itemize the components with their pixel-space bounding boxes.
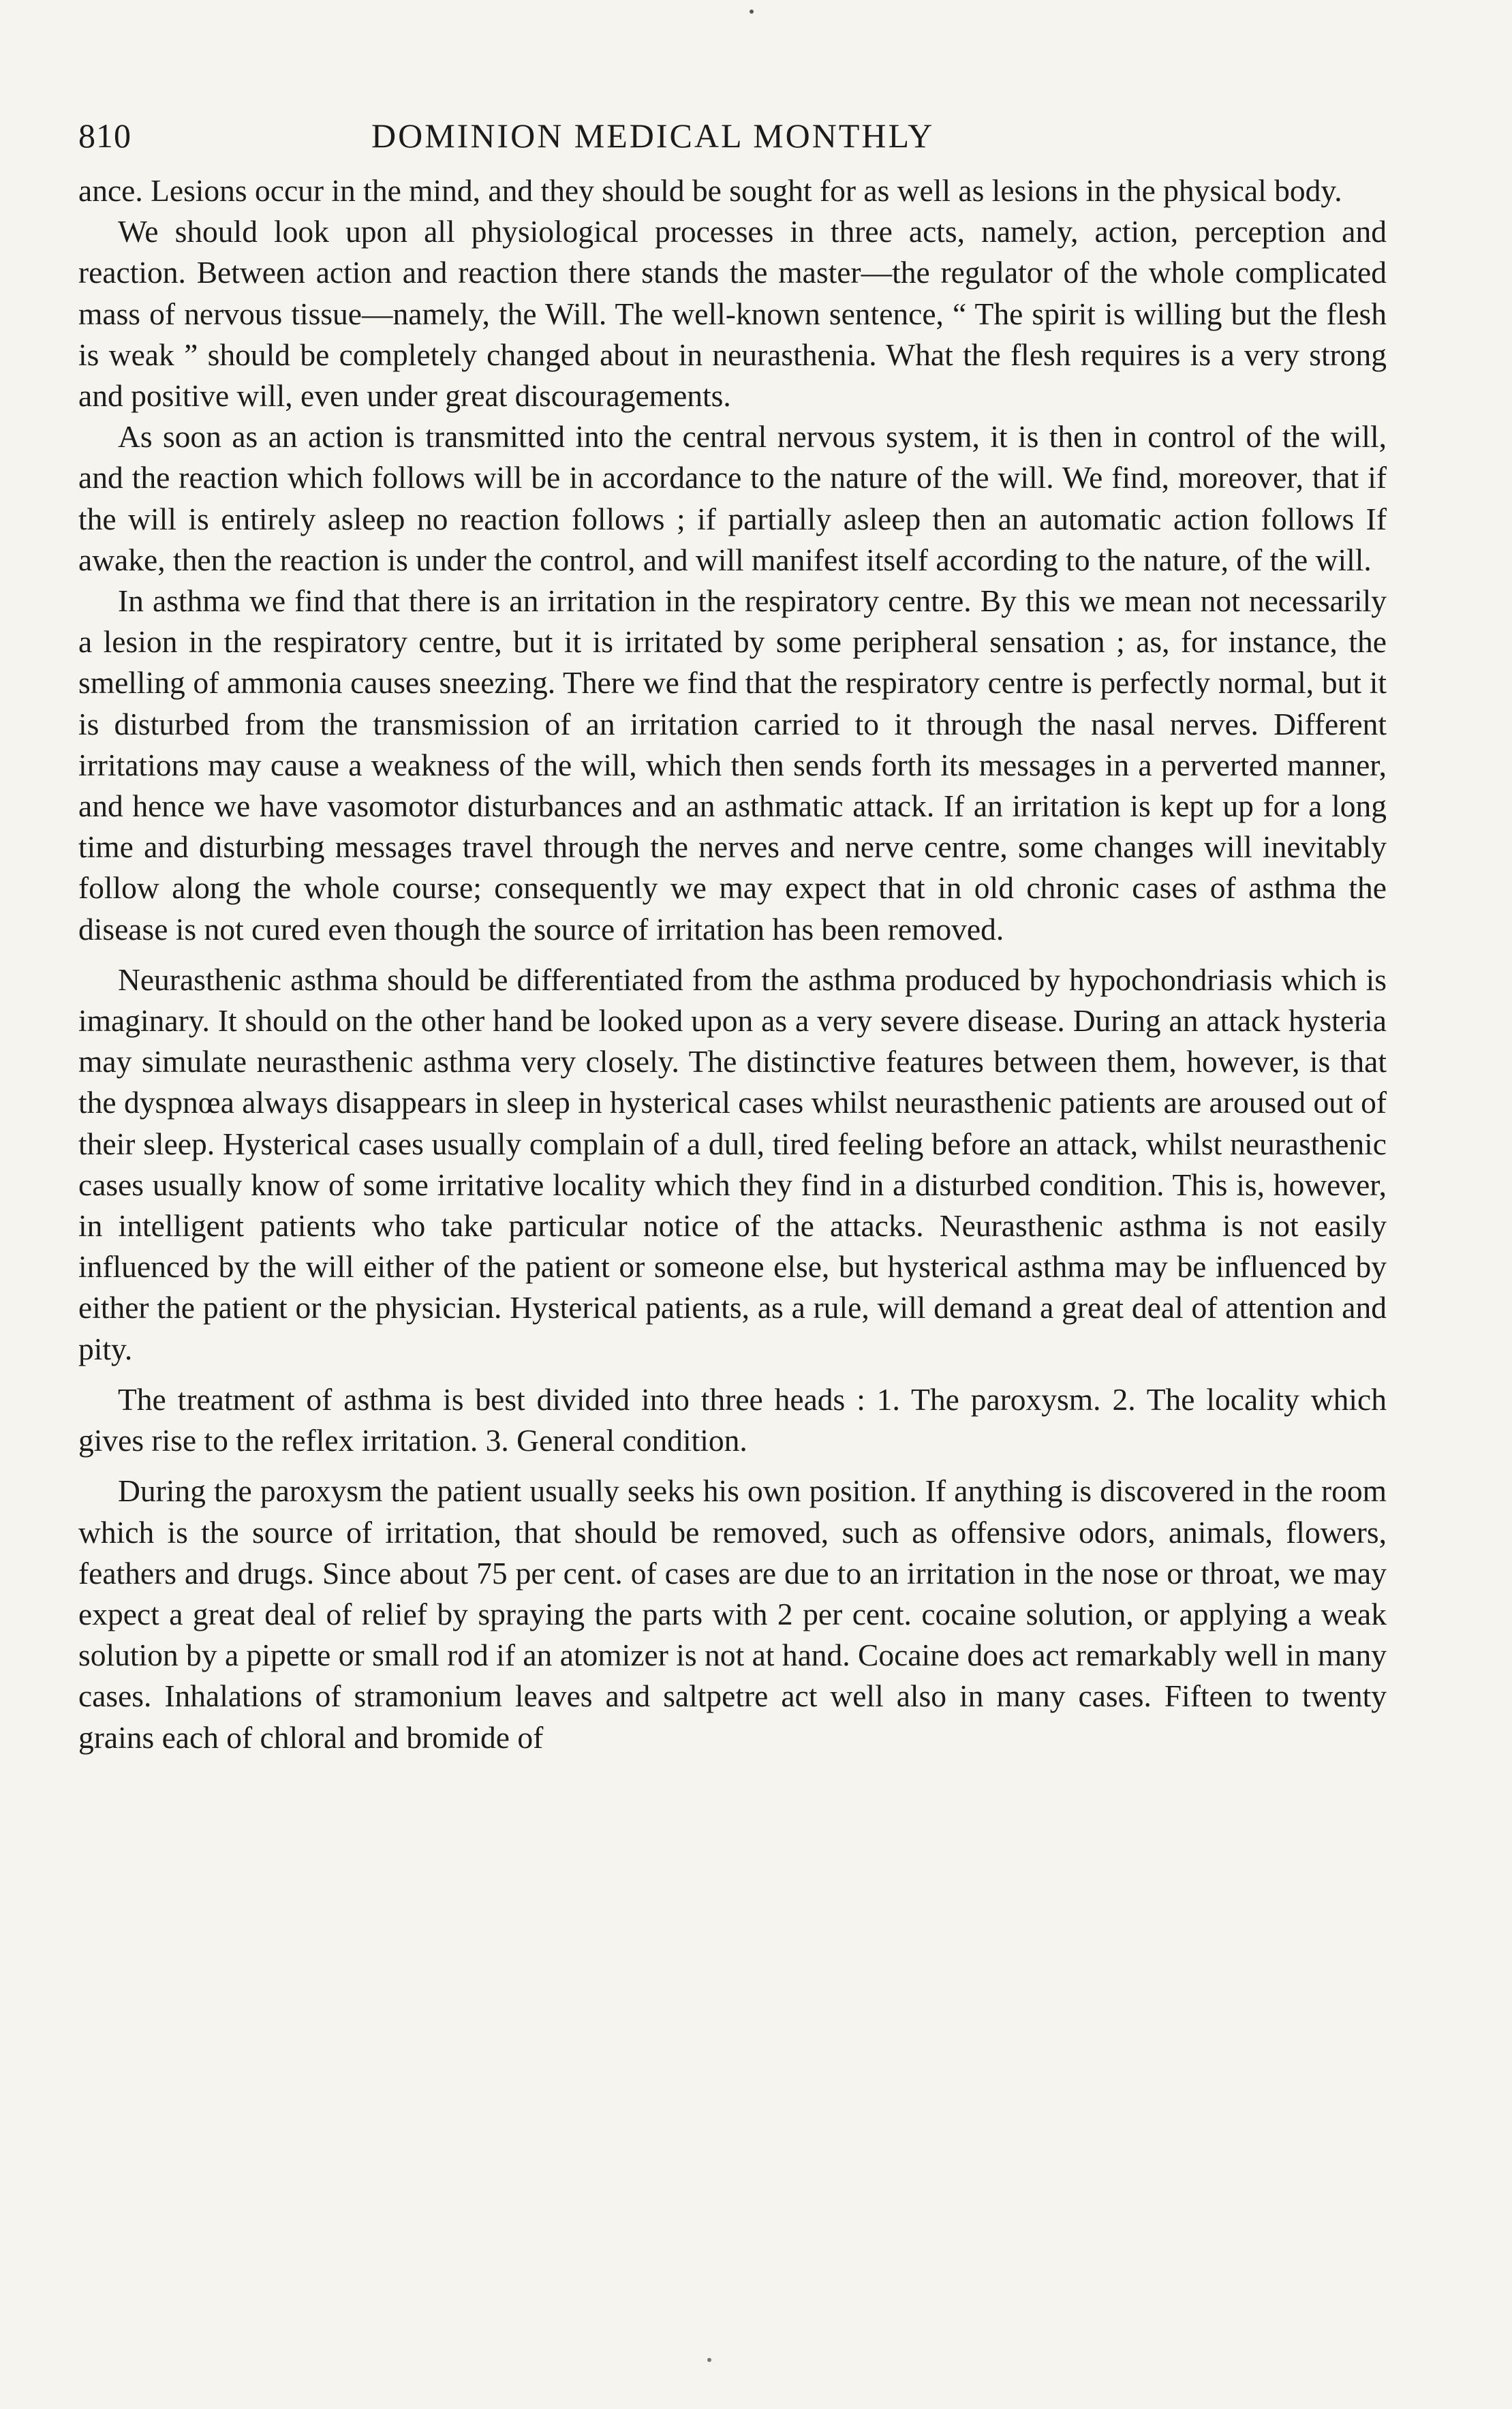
paragraph: The treatment of asthma is best divided into three heads : 1. The paroxysm. 2. The locality which gives rise to the reflex irritation. 3. General condition.: [78, 1381, 1387, 1458]
print-speck: [707, 2358, 711, 2362]
running-header: [78, 116, 1387, 170]
paragraph: In asthma we find that there is an irritation in the respiratory centre. By this we mean not necessarily a lesion in the respiratory centre, but it is irritated by some peripheral sensation ; as, for instance, the smelling of ammonia causes sneezing. There we find that the respiratory centre is perfectly normal, but it is disturbed from the transmission of an irritation carried to it through the nasal nerves. Different irritations may cause a weakness of the will, which then sends forth its messages in a perverted manner, and hence we have vasomotor disturbances and an asthmatic attack. If an irritation is kept up for a long time and disturbing messages travel through the nerves and nerve centre, some changes will inevitably follow along the whole course; consequently we may expect that in old chronic cases of asthma the disease is not cured even though the source of irritation has been removed.: [78, 583, 1387, 947]
paragraph: As soon as an action is transmitted into the central nervous system, it is then in control of the will, and the reaction which follows will be in accordance to the nature of the will. We find, moreover, that if the will is entirely asleep no reaction follows ; if partially asleep then an automatic action follows If awake, then the reaction is under the control, and will manifest itself according to the nature, of the will.: [78, 419, 1387, 577]
article-body: [78, 170, 1387, 1758]
paragraph: ance. Lesions occur in the mind, and they should be sought for as well as lesions in the physical body.: [78, 173, 1342, 208]
paragraph: During the paroxysm the patient usually seeks his own position. If anything is discovered in the room which is the source of irritation, that should be removed, such as offensive odors, animals, flowers, feathers and drugs. Since about 75 per cent. of cases are due to an irritation in the nose or throat, we may expect a great deal of relief by spraying the parts with 2 per cent. cocaine solution, or applying a weak solution by a pipette or small rod if an atomizer is not at hand. Cocaine does act remarkably well in many cases. Inhalations of stramonium leaves and saltpetre act well also in many cases. Fifteen to twenty grains each of chloral and bromide of: [78, 1473, 1387, 1755]
document-page: [78, 116, 1387, 1758]
page-number: 810: [78, 117, 132, 155]
print-speck: [750, 10, 754, 14]
paragraph: We should look upon all physiological processes in three acts, namely, action, perception and reaction. Between action and reaction there stands the master—the regulator of the whole complicated mass of nervous tissue—namely, the Will. The well-known sentence, “ The spirit is willing but the flesh is weak ” should be completely changed about in neurasthenia. What the flesh requires is a very strong and positive will, even under great discouragements.: [78, 214, 1387, 414]
journal-title: DOMINION MEDICAL MONTHLY: [371, 117, 935, 155]
paragraph: Neurasthenic asthma should be differentiated from the asthma produced by hypochondriasis which is imaginary. It should on the other hand be looked upon as a very severe disease. During an attack hysteria may simulate neurasthenic asthma very closely. The distinctive features between them, however, is that the dyspnœa always disappears in sleep in hysterical cases whilst neurasthenic patients are aroused out of their sleep. Hysterical cases usually complain of a dull, tired feeling before an attack, whilst neurasthenic cases usually know of some irritative locality which they find in a disturbed condition. This is, however, in intelligent patients who take particular notice of the attacks. Neurasthenic asthma is not easily influenced by the will either of the patient or someone else, but hysterical asthma may be influenced by either the patient or the physician. Hysterical patients, as a rule, will demand a great deal of attention and pity.: [78, 962, 1387, 1366]
